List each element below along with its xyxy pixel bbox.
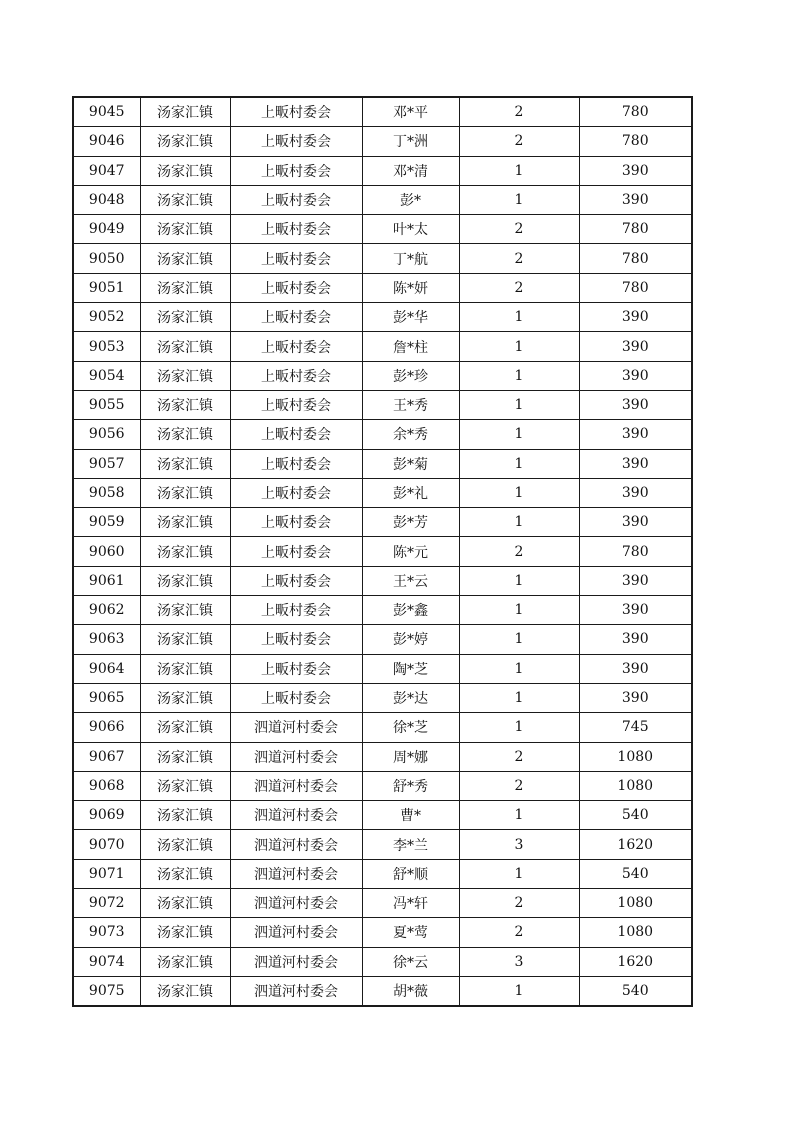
name-cell: 陈*元 xyxy=(362,537,459,566)
table-row xyxy=(73,156,692,185)
amount-cell: 390 xyxy=(579,361,692,390)
town-cell: 汤家汇镇 xyxy=(140,771,230,800)
name-cell: 彭*达 xyxy=(362,683,459,712)
name-cell: 陈*妍 xyxy=(362,273,459,302)
table-row xyxy=(73,801,692,830)
amount-cell: 780 xyxy=(579,127,692,156)
amount-cell: 390 xyxy=(579,303,692,332)
amount-cell: 390 xyxy=(579,566,692,595)
amount-cell: 390 xyxy=(579,390,692,419)
town-cell: 汤家汇镇 xyxy=(140,742,230,771)
row-number-cell: 9055 xyxy=(73,390,140,419)
table-row xyxy=(73,771,692,800)
household-count-cell: 1 xyxy=(459,390,579,419)
table-row xyxy=(73,625,692,654)
village-committee-cell: 上畈村委会 xyxy=(230,156,362,185)
row-number-cell: 9073 xyxy=(73,918,140,947)
town-cell: 汤家汇镇 xyxy=(140,303,230,332)
amount-cell: 390 xyxy=(579,683,692,712)
row-number-cell: 9045 xyxy=(73,97,140,127)
name-cell: 彭* xyxy=(362,185,459,214)
name-cell: 冯*轩 xyxy=(362,889,459,918)
name-cell: 邓*清 xyxy=(362,156,459,185)
table-row xyxy=(73,713,692,742)
table-row xyxy=(73,127,692,156)
village-committee-cell: 泗道河村委会 xyxy=(230,830,362,859)
amount-cell: 390 xyxy=(579,332,692,361)
table-row xyxy=(73,566,692,595)
household-count-cell: 2 xyxy=(459,889,579,918)
amount-cell: 780 xyxy=(579,244,692,273)
row-number-cell: 9065 xyxy=(73,683,140,712)
town-cell: 汤家汇镇 xyxy=(140,508,230,537)
table-row xyxy=(73,654,692,683)
table-row xyxy=(73,420,692,449)
town-cell: 汤家汇镇 xyxy=(140,625,230,654)
town-cell: 汤家汇镇 xyxy=(140,273,230,302)
row-number-cell: 9071 xyxy=(73,859,140,888)
amount-cell: 1620 xyxy=(579,830,692,859)
town-cell: 汤家汇镇 xyxy=(140,537,230,566)
table-row xyxy=(73,244,692,273)
household-count-cell: 1 xyxy=(459,361,579,390)
town-cell: 汤家汇镇 xyxy=(140,830,230,859)
household-count-cell: 2 xyxy=(459,742,579,771)
row-number-cell: 9046 xyxy=(73,127,140,156)
row-number-cell: 9062 xyxy=(73,596,140,625)
row-number-cell: 9060 xyxy=(73,537,140,566)
name-cell: 徐*芝 xyxy=(362,713,459,742)
village-committee-cell: 泗道河村委会 xyxy=(230,889,362,918)
household-count-cell: 1 xyxy=(459,801,579,830)
name-cell: 彭*华 xyxy=(362,303,459,332)
village-committee-cell: 上畈村委会 xyxy=(230,332,362,361)
name-cell: 彭*芳 xyxy=(362,508,459,537)
village-committee-cell: 上畈村委会 xyxy=(230,215,362,244)
name-cell: 曹* xyxy=(362,801,459,830)
household-count-cell: 3 xyxy=(459,830,579,859)
name-cell: 丁*洲 xyxy=(362,127,459,156)
table-row xyxy=(73,683,692,712)
table-row xyxy=(73,273,692,302)
table-row xyxy=(73,97,692,127)
amount-cell: 390 xyxy=(579,185,692,214)
name-cell: 彭*珍 xyxy=(362,361,459,390)
table-row xyxy=(73,889,692,918)
household-count-cell: 2 xyxy=(459,273,579,302)
table-row xyxy=(73,390,692,419)
row-number-cell: 9049 xyxy=(73,215,140,244)
village-committee-cell: 上畈村委会 xyxy=(230,97,362,127)
row-number-cell: 9051 xyxy=(73,273,140,302)
town-cell: 汤家汇镇 xyxy=(140,683,230,712)
household-count-cell: 2 xyxy=(459,127,579,156)
town-cell: 汤家汇镇 xyxy=(140,889,230,918)
village-committee-cell: 上畈村委会 xyxy=(230,449,362,478)
household-count-cell: 2 xyxy=(459,97,579,127)
household-count-cell: 1 xyxy=(459,566,579,595)
name-cell: 徐*云 xyxy=(362,947,459,976)
row-number-cell: 9052 xyxy=(73,303,140,332)
row-number-cell: 9058 xyxy=(73,478,140,507)
row-number-cell: 9059 xyxy=(73,508,140,537)
town-cell: 汤家汇镇 xyxy=(140,361,230,390)
name-cell: 彭*菊 xyxy=(362,449,459,478)
amount-cell: 780 xyxy=(579,537,692,566)
amount-cell: 390 xyxy=(579,420,692,449)
name-cell: 余*秀 xyxy=(362,420,459,449)
town-cell: 汤家汇镇 xyxy=(140,801,230,830)
row-number-cell: 9053 xyxy=(73,332,140,361)
name-cell: 彭*婷 xyxy=(362,625,459,654)
table-row xyxy=(73,947,692,976)
row-number-cell: 9066 xyxy=(73,713,140,742)
town-cell: 汤家汇镇 xyxy=(140,947,230,976)
village-committee-cell: 上畈村委会 xyxy=(230,596,362,625)
name-cell: 舒*顺 xyxy=(362,859,459,888)
village-committee-cell: 泗道河村委会 xyxy=(230,713,362,742)
village-committee-cell: 上畈村委会 xyxy=(230,537,362,566)
town-cell: 汤家汇镇 xyxy=(140,918,230,947)
town-cell: 汤家汇镇 xyxy=(140,713,230,742)
table-row xyxy=(73,976,692,1006)
village-committee-cell: 上畈村委会 xyxy=(230,654,362,683)
name-cell: 彭*礼 xyxy=(362,478,459,507)
name-cell: 王*云 xyxy=(362,566,459,595)
village-committee-cell: 上畈村委会 xyxy=(230,478,362,507)
town-cell: 汤家汇镇 xyxy=(140,156,230,185)
household-count-cell: 1 xyxy=(459,449,579,478)
row-number-cell: 9063 xyxy=(73,625,140,654)
table-row xyxy=(73,449,692,478)
household-count-cell: 1 xyxy=(459,185,579,214)
table-row xyxy=(73,830,692,859)
table-row xyxy=(73,596,692,625)
village-committee-cell: 上畈村委会 xyxy=(230,683,362,712)
household-count-cell: 3 xyxy=(459,947,579,976)
town-cell: 汤家汇镇 xyxy=(140,566,230,595)
name-cell: 詹*柱 xyxy=(362,332,459,361)
town-cell: 汤家汇镇 xyxy=(140,976,230,1006)
town-cell: 汤家汇镇 xyxy=(140,449,230,478)
town-cell: 汤家汇镇 xyxy=(140,390,230,419)
table-row xyxy=(73,185,692,214)
row-number-cell: 9050 xyxy=(73,244,140,273)
name-cell: 李*兰 xyxy=(362,830,459,859)
town-cell: 汤家汇镇 xyxy=(140,596,230,625)
row-number-cell: 9054 xyxy=(73,361,140,390)
row-number-cell: 9061 xyxy=(73,566,140,595)
village-committee-cell: 上畈村委会 xyxy=(230,244,362,273)
household-count-cell: 1 xyxy=(459,683,579,712)
amount-cell: 745 xyxy=(579,713,692,742)
name-cell: 舒*秀 xyxy=(362,771,459,800)
table-row xyxy=(73,303,692,332)
name-cell: 夏*莺 xyxy=(362,918,459,947)
amount-cell: 540 xyxy=(579,976,692,1006)
name-cell: 胡*薇 xyxy=(362,976,459,1006)
village-committee-cell: 上畈村委会 xyxy=(230,361,362,390)
data-table xyxy=(72,96,693,1007)
household-count-cell: 2 xyxy=(459,771,579,800)
household-count-cell: 1 xyxy=(459,625,579,654)
row-number-cell: 9067 xyxy=(73,742,140,771)
village-committee-cell: 上畈村委会 xyxy=(230,273,362,302)
village-committee-cell: 泗道河村委会 xyxy=(230,742,362,771)
household-count-cell: 1 xyxy=(459,713,579,742)
town-cell: 汤家汇镇 xyxy=(140,215,230,244)
row-number-cell: 9074 xyxy=(73,947,140,976)
amount-cell: 390 xyxy=(579,449,692,478)
row-number-cell: 9075 xyxy=(73,976,140,1006)
amount-cell: 390 xyxy=(579,508,692,537)
household-count-cell: 1 xyxy=(459,303,579,332)
row-number-cell: 9072 xyxy=(73,889,140,918)
household-count-cell: 2 xyxy=(459,215,579,244)
household-count-cell: 1 xyxy=(459,508,579,537)
household-count-cell: 1 xyxy=(459,654,579,683)
village-committee-cell: 上畈村委会 xyxy=(230,185,362,214)
row-number-cell: 9048 xyxy=(73,185,140,214)
household-count-cell: 1 xyxy=(459,156,579,185)
town-cell: 汤家汇镇 xyxy=(140,478,230,507)
household-count-cell: 1 xyxy=(459,332,579,361)
name-cell: 陶*芝 xyxy=(362,654,459,683)
table-row xyxy=(73,537,692,566)
village-committee-cell: 泗道河村委会 xyxy=(230,801,362,830)
household-count-cell: 1 xyxy=(459,859,579,888)
amount-cell: 1620 xyxy=(579,947,692,976)
name-cell: 邓*平 xyxy=(362,97,459,127)
village-committee-cell: 上畈村委会 xyxy=(230,390,362,419)
household-count-cell: 1 xyxy=(459,420,579,449)
town-cell: 汤家汇镇 xyxy=(140,97,230,127)
town-cell: 汤家汇镇 xyxy=(140,127,230,156)
town-cell: 汤家汇镇 xyxy=(140,332,230,361)
village-committee-cell: 泗道河村委会 xyxy=(230,947,362,976)
table-row xyxy=(73,918,692,947)
village-committee-cell: 上畈村委会 xyxy=(230,127,362,156)
row-number-cell: 9068 xyxy=(73,771,140,800)
table-row xyxy=(73,508,692,537)
row-number-cell: 9069 xyxy=(73,801,140,830)
amount-cell: 1080 xyxy=(579,889,692,918)
household-count-cell: 2 xyxy=(459,537,579,566)
town-cell: 汤家汇镇 xyxy=(140,859,230,888)
table-row xyxy=(73,215,692,244)
village-committee-cell: 上畈村委会 xyxy=(230,420,362,449)
row-number-cell: 9064 xyxy=(73,654,140,683)
row-number-cell: 9056 xyxy=(73,420,140,449)
household-count-cell: 2 xyxy=(459,918,579,947)
village-committee-cell: 上畈村委会 xyxy=(230,625,362,654)
amount-cell: 540 xyxy=(579,859,692,888)
amount-cell: 540 xyxy=(579,801,692,830)
village-committee-cell: 上畈村委会 xyxy=(230,508,362,537)
table-row xyxy=(73,859,692,888)
village-committee-cell: 泗道河村委会 xyxy=(230,859,362,888)
name-cell: 周*娜 xyxy=(362,742,459,771)
table-row xyxy=(73,742,692,771)
village-committee-cell: 上畈村委会 xyxy=(230,566,362,595)
table-row xyxy=(73,361,692,390)
village-committee-cell: 泗道河村委会 xyxy=(230,771,362,800)
village-committee-cell: 上畈村委会 xyxy=(230,303,362,332)
amount-cell: 390 xyxy=(579,156,692,185)
table-row xyxy=(73,478,692,507)
name-cell: 叶*太 xyxy=(362,215,459,244)
amount-cell: 390 xyxy=(579,478,692,507)
village-committee-cell: 泗道河村委会 xyxy=(230,918,362,947)
name-cell: 彭*鑫 xyxy=(362,596,459,625)
household-count-cell: 1 xyxy=(459,478,579,507)
village-committee-cell: 泗道河村委会 xyxy=(230,976,362,1006)
household-count-cell: 1 xyxy=(459,596,579,625)
amount-cell: 390 xyxy=(579,596,692,625)
row-number-cell: 9070 xyxy=(73,830,140,859)
amount-cell: 390 xyxy=(579,654,692,683)
table-body xyxy=(73,97,692,1006)
town-cell: 汤家汇镇 xyxy=(140,654,230,683)
name-cell: 丁*航 xyxy=(362,244,459,273)
household-count-cell: 2 xyxy=(459,244,579,273)
amount-cell: 780 xyxy=(579,273,692,302)
amount-cell: 1080 xyxy=(579,742,692,771)
amount-cell: 1080 xyxy=(579,918,692,947)
amount-cell: 1080 xyxy=(579,771,692,800)
amount-cell: 780 xyxy=(579,97,692,127)
town-cell: 汤家汇镇 xyxy=(140,244,230,273)
amount-cell: 390 xyxy=(579,625,692,654)
table-row xyxy=(73,332,692,361)
town-cell: 汤家汇镇 xyxy=(140,420,230,449)
row-number-cell: 9047 xyxy=(73,156,140,185)
amount-cell: 780 xyxy=(579,215,692,244)
row-number-cell: 9057 xyxy=(73,449,140,478)
name-cell: 王*秀 xyxy=(362,390,459,419)
town-cell: 汤家汇镇 xyxy=(140,185,230,214)
household-count-cell: 1 xyxy=(459,976,579,1006)
